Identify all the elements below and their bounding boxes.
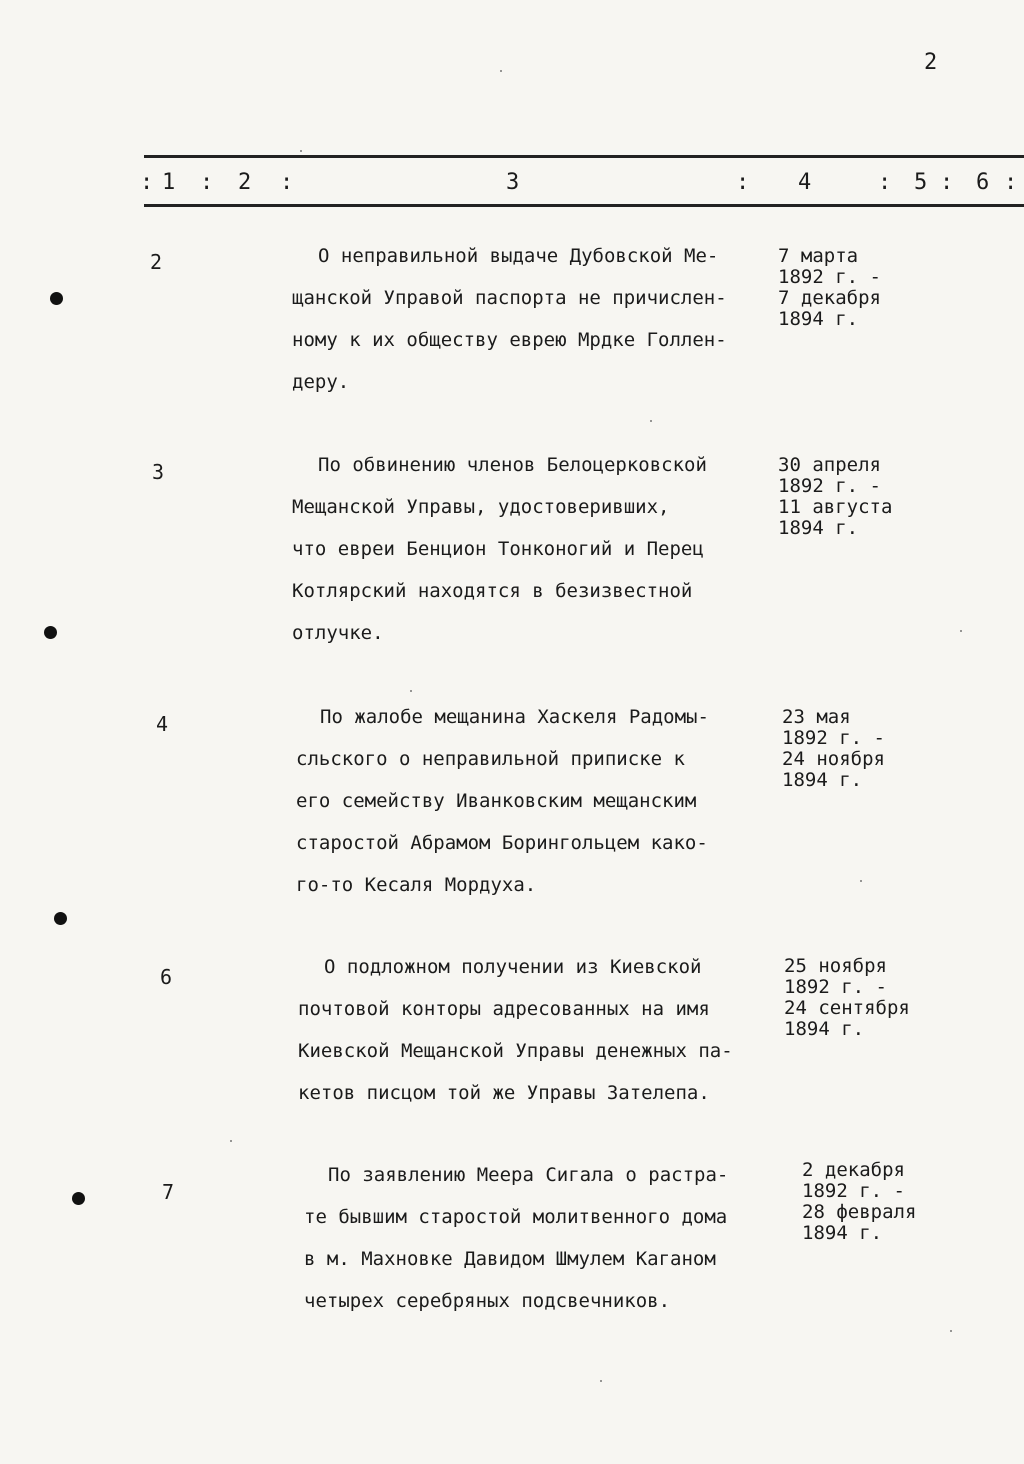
column-header-6: 6 [976, 170, 990, 195]
year-end: 1894 г. [802, 1222, 883, 1244]
punch-hole [72, 1192, 85, 1205]
column-header-5: 5 [914, 170, 928, 195]
entry-line: По жалобе мещанина Хаскеля Радомы- [320, 706, 709, 728]
column-header-3: 3 [506, 170, 520, 195]
punch-hole [50, 292, 63, 305]
column-header-4: 4 [798, 170, 812, 195]
year-end: 1894 г. [782, 769, 863, 791]
scan-speck [950, 1330, 952, 1332]
entry-line: О подложном получении из Киевской [324, 956, 702, 978]
scan-speck [230, 1140, 232, 1142]
date-end: 24 сентября [784, 997, 910, 1019]
date-start: 25 ноября [784, 955, 887, 977]
year-end: 1894 г. [778, 517, 859, 539]
entry-line: Котлярский находятся в безизвестной [292, 580, 693, 602]
entry-line: По заявлению Меера Сигала о растра- [328, 1164, 729, 1186]
scan-speck [300, 150, 302, 152]
entry-line: сльского о неправильной приписке к [296, 748, 685, 770]
entry-line: Мещанской Управы, удостоверивших, [292, 496, 670, 518]
date-end: 11 августа [778, 496, 893, 518]
entry-description [292, 444, 707, 654]
entry-line: щанской Управой паспорта не причислен- [292, 287, 727, 309]
header-rule-bottom [144, 204, 1024, 207]
column-separator: : [200, 170, 214, 195]
entry-description [298, 946, 733, 1114]
entry-description [304, 1154, 728, 1322]
date-end: 7 декабря [778, 287, 881, 309]
entry-dates [778, 455, 892, 539]
entry-line: Киевской Мещанской Управы денежных па- [298, 1040, 733, 1062]
entry-dates [784, 956, 910, 1040]
date-end: 28 февраля [802, 1201, 917, 1223]
column-separator: : [140, 170, 154, 195]
date-start: 7 марта [778, 245, 859, 267]
column-separator: : [736, 170, 750, 195]
entry-dates [778, 246, 881, 330]
column-separator: : [1004, 170, 1018, 195]
year-end: 1894 г. [784, 1018, 865, 1040]
column-separator: : [940, 170, 954, 195]
entry-number: 3 [152, 460, 165, 484]
year-start: 1892 г. - [782, 727, 885, 749]
entry-line: О неправильной выдаче Дубовской Ме- [318, 245, 719, 267]
date-start: 30 апреля [778, 454, 881, 476]
date-start: 23 мая [782, 706, 851, 728]
column-header-1: 1 [162, 170, 176, 195]
entry-line: четырех серебряных подсвечников. [304, 1290, 671, 1312]
entry-line: что евреи Бенцион Тонконогий и Перец [292, 538, 704, 560]
column-header-2: 2 [238, 170, 252, 195]
entry-number: 7 [162, 1180, 175, 1204]
entry-line: его семейству Иванковским мещанским [296, 790, 697, 812]
entry-description [296, 696, 709, 906]
year-start: 1892 г. - [778, 475, 881, 497]
entry-line: почтовой конторы адресованных на имя [298, 998, 710, 1020]
entry-line: деру. [292, 371, 350, 393]
scan-speck [600, 1380, 602, 1382]
header-rule-top [144, 155, 1024, 158]
entry-line: отлучке. [292, 622, 384, 644]
column-separator: : [878, 170, 892, 195]
entry-line: в м. Махновке Давидом Шмулем Каганом [304, 1248, 716, 1270]
entry-number: 4 [156, 712, 169, 736]
entry-line: те бывшим старостой молитвенного дома [304, 1206, 728, 1228]
year-start: 1892 г. - [784, 976, 887, 998]
entry-line: го-то Кесаля Мордуха. [296, 874, 537, 896]
entry-line: старостой Абрамом Борингольцем како- [296, 832, 708, 854]
date-end: 24 ноября [782, 748, 885, 770]
punch-hole [54, 912, 67, 925]
year-start: 1892 г. - [778, 266, 881, 288]
scan-speck [410, 690, 412, 692]
year-start: 1892 г. - [802, 1180, 905, 1202]
entry-line: ному к их обществу еврею Мрдке Голлен- [292, 329, 727, 351]
scan-speck [500, 70, 502, 72]
entry-number: 2 [150, 250, 163, 274]
punch-hole [44, 626, 57, 639]
page-number: 2 [924, 50, 938, 75]
column-separator: : [280, 170, 294, 195]
entry-line: кетов писцом той же Управы Зателепа. [298, 1082, 710, 1104]
scan-speck [650, 420, 652, 422]
entry-dates [802, 1160, 916, 1244]
entry-dates [782, 707, 885, 791]
entry-description [292, 235, 727, 403]
entry-number: 6 [160, 965, 173, 989]
entry-line: По обвинению членов Белоцерковской [318, 454, 707, 476]
year-end: 1894 г. [778, 308, 859, 330]
scan-speck [860, 880, 862, 882]
scan-speck [960, 630, 962, 632]
date-start: 2 декабря [802, 1159, 905, 1181]
